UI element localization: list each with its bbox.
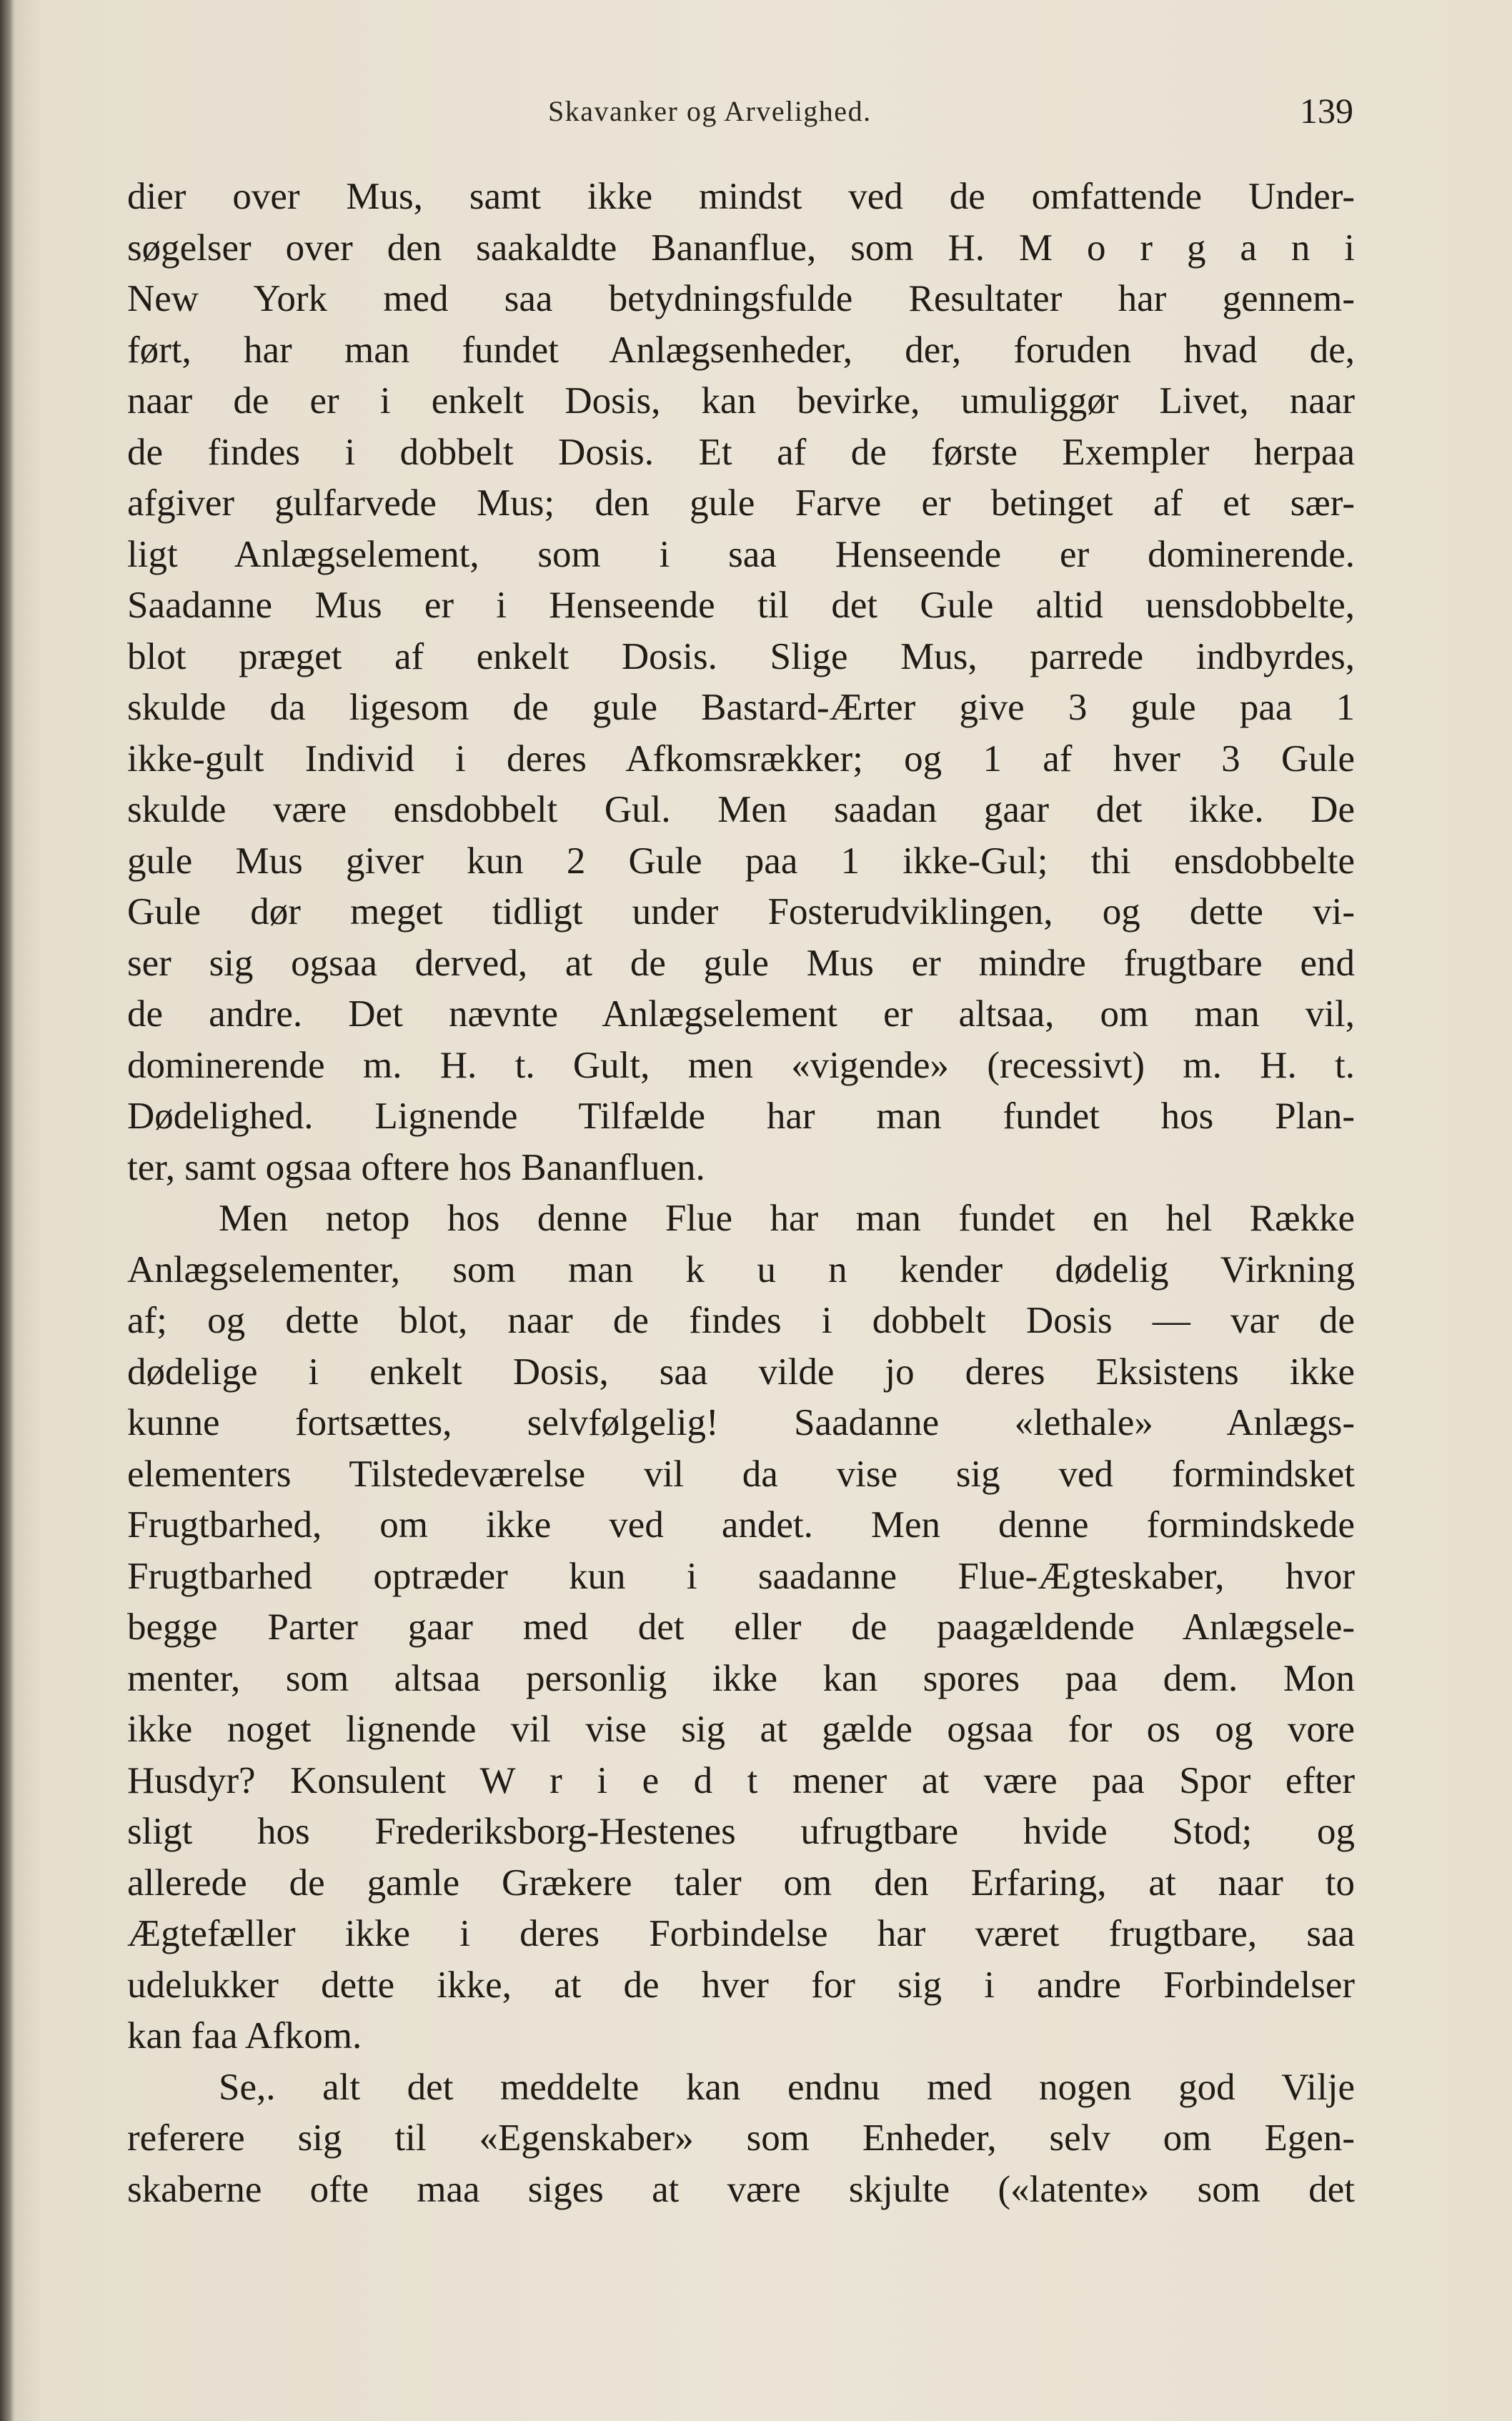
text-line: udelukker dette ikke, at de hver for sig i andre Forbindelser	[127, 1964, 1355, 2006]
text-line: Anlægselementer, som man k u n kender dødelig Virkning	[127, 1248, 1355, 1291]
text-line: Men netop hos denne Flue har man fundet en hel Række	[219, 1198, 1355, 1239]
text-line: ført, har man fundet Anlægsenheder, der, foruden hvad de,	[127, 329, 1355, 371]
text-line: Frugtbarhed optræder kun i saadanne Flue-Ægteskaber, hvor	[127, 1555, 1355, 1597]
text-line: dier over Mus, samt ikke mindst ved de omfattende Under-	[127, 176, 1355, 217]
text-line: referere sig til «Egenskaber» som Enheder, selv om Egen-	[127, 2117, 1355, 2159]
text-line: skulde være ensdobbelt Gul. Men saadan gaar det ikke. De	[127, 789, 1355, 830]
text-line: menter, som altsaa personlig ikke kan spores paa dem. Mon	[127, 1657, 1355, 1699]
text-line: Ægtefæller ikke i deres Forbindelse har været frugtbare, saa	[127, 1913, 1355, 1954]
text-line: skulde da ligesom de gule Bastard-Ærter give 3 gule paa 1	[127, 687, 1355, 728]
text-line: gule Mus giver kun 2 Gule paa 1 ikke-Gul; thi ensdobbelte	[127, 840, 1355, 882]
binding-edge	[0, 0, 13, 2421]
text-line: sligt hos Frederiksborg-Hestenes ufrugtbare hvide Stod; og	[127, 1811, 1355, 1852]
text-line: Saadanne Mus er i Henseende til det Gule altid uensdobbelte,	[127, 585, 1355, 626]
text-line: kan faa Afkom.	[127, 2015, 362, 2057]
text-line: ikke-gult Individ i deres Afkomsrækker; og 1 af hver 3 Gule	[127, 737, 1355, 780]
text-line: blot præget af enkelt Dosis. Slige Mus, parrede indbyrdes,	[127, 635, 1355, 677]
text-line: Husdyr? Konsulent W r i e d t mener at være paa Spor efter	[127, 1759, 1355, 1801]
text-line: søgelser over den saakaldte Bananflue, som H. M o r g a n i	[127, 227, 1355, 269]
text-line: afgiver gulfarvede Mus; den gule Farve er betinget af et sær-	[127, 482, 1355, 524]
text-line: New York med saa betydningsfulde Resultater har gennem-	[127, 278, 1355, 319]
text-line: ligt Anlægselement, som i saa Henseende er dominerende.	[127, 533, 1355, 575]
body-text	[127, 171, 1355, 2215]
text-line: dødelige i enkelt Dosis, saa vilde jo deres Eksistens ikke	[127, 1351, 1355, 1393]
text-line: begge Parter gaar med det eller de paagældende Anlægsele-	[127, 1606, 1355, 1648]
text-line: elementers Tilstedeværelse vil da vise sig ved formindsket	[127, 1453, 1355, 1495]
text-line: de findes i dobbelt Dosis. Et af de første Exempler herpaa	[127, 431, 1355, 473]
text-line: ter, samt ogsaa oftere hos Bananfluen.	[127, 1146, 705, 1188]
text-line: Dødelighed. Lignende Tilfælde har man fundet hos Plan-	[127, 1095, 1355, 1137]
text-line: dominerende m. H. t. Gult, men «vigende» (recessivt) m. H. t.	[127, 1044, 1355, 1086]
page-number: 139	[1300, 91, 1353, 131]
page-header	[129, 90, 1358, 133]
text-line: Frugtbarhed, om ikke ved andet. Men denne formindskede	[127, 1504, 1355, 1546]
text-line: ser sig ogsaa derved, at de gule Mus er mindre frugtbare end	[127, 942, 1355, 984]
text-line: allerede de gamle Grækere taler om den Erfaring, at naar to	[127, 1861, 1355, 1904]
text-line: Gule dør meget tidligt under Fosterudviklingen, og dette vi-	[127, 891, 1355, 933]
text-line: skaberne ofte maa siges at være skjulte («latente» som det	[127, 2168, 1355, 2210]
text-line: ikke noget lignende vil vise sig at gælde ogsaa for os og vore	[127, 1709, 1355, 1750]
text-line: de andre. Det nævnte Anlægselement er altsaa, om man vil,	[127, 993, 1355, 1035]
text-line: af; og dette blot, naar de findes i dobbelt Dosis — var de	[127, 1300, 1355, 1341]
text-line: Se,. alt det meddelte kan endnu med nogen god Vilje	[219, 2066, 1355, 2108]
text-line: kunne fortsættes, selvfølgelig! Saadanne «lethale» Anlægs-	[127, 1402, 1355, 1443]
text-line: naar de er i enkelt Dosis, kan bevirke, umuliggør Livet, naar	[127, 380, 1355, 422]
running-title: Skavanker og Arvelighed.	[548, 95, 872, 127]
